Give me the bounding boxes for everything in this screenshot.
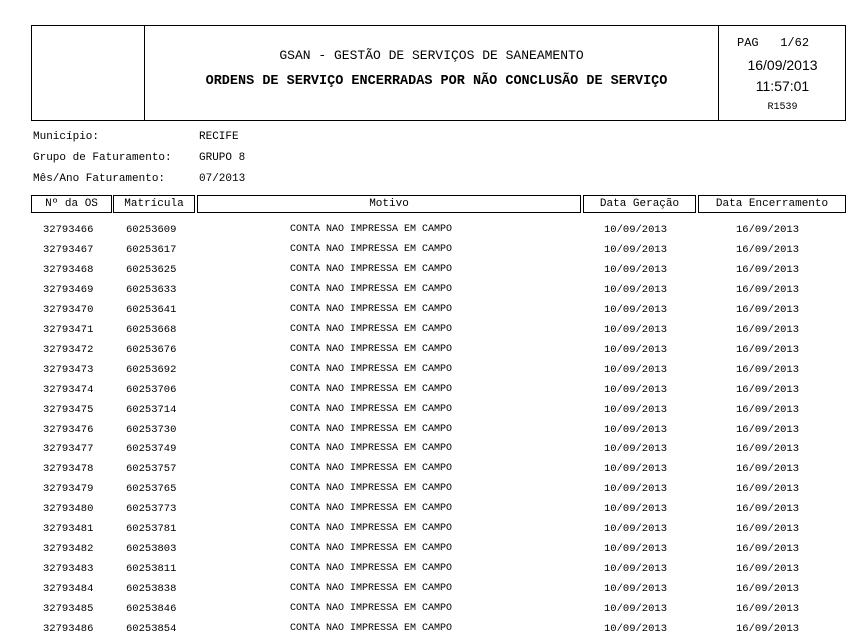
table-row [0, 499, 866, 519]
report-time: 11:57:01 [755, 78, 810, 94]
cell-motivo: CONTA NAO IMPRESSA EM CAMPO [290, 263, 453, 275]
table-row [0, 459, 866, 479]
cell-os-number: 32793474 [43, 383, 94, 396]
report-header [31, 25, 846, 121]
cell-os-number: 32793482 [43, 543, 94, 556]
cell-matricula: 60253803 [126, 543, 177, 556]
cell-matricula: 60253617 [126, 243, 177, 256]
cell-data-encerramento: 16/09/2013 [736, 283, 800, 296]
cell-data-geracao: 10/09/2013 [604, 283, 668, 296]
cell-data-encerramento: 16/09/2013 [736, 263, 800, 276]
cell-data-geracao: 10/09/2013 [604, 583, 668, 596]
cell-motivo: CONTA NAO IMPRESSA EM CAMPO [290, 323, 453, 335]
cell-matricula: 60253706 [126, 383, 177, 396]
cell-data-geracao: 10/09/2013 [604, 543, 668, 556]
cell-data-geracao: 10/09/2013 [604, 603, 668, 616]
cell-motivo: CONTA NAO IMPRESSA EM CAMPO [290, 443, 453, 455]
logo-cell [32, 26, 145, 120]
cell-data-geracao: 10/09/2013 [604, 483, 668, 496]
table-row [0, 320, 866, 340]
report-date: 16/09/2013 [747, 57, 818, 73]
cell-data-encerramento: 16/09/2013 [736, 563, 800, 576]
cell-data-encerramento: 16/09/2013 [736, 323, 800, 336]
table-row [0, 559, 866, 579]
cell-os-number: 32793468 [43, 263, 94, 276]
system-title: GSAN - GESTÃO DE SERVIÇOS DE SANEAMENTO [279, 48, 584, 63]
cell-data-geracao: 10/09/2013 [604, 563, 668, 576]
cell-data-encerramento: 16/09/2013 [736, 403, 800, 416]
cell-data-encerramento: 16/09/2013 [736, 463, 800, 476]
cell-os-number: 32793471 [43, 323, 94, 336]
cell-motivo: CONTA NAO IMPRESSA EM CAMPO [290, 303, 453, 315]
cell-data-geracao: 10/09/2013 [604, 383, 668, 396]
cell-os-number: 32793466 [43, 224, 94, 236]
report-title: ORDENS DE SERVIÇO ENCERRADAS POR NÃO CONCLUSÃO DE SERVIÇO [205, 74, 668, 89]
filter-value: GRUPO 8 [199, 152, 246, 164]
table-row [0, 420, 866, 440]
cell-data-encerramento: 16/09/2013 [736, 603, 800, 616]
filter-municipio [33, 131, 239, 143]
table-row [0, 380, 866, 400]
cell-motivo: CONTA NAO IMPRESSA EM CAMPO [290, 583, 453, 595]
cell-data-geracao: 10/09/2013 [604, 423, 668, 436]
cell-matricula: 60253730 [126, 423, 177, 436]
cell-data-encerramento: 16/09/2013 [736, 443, 800, 456]
cell-os-number: 32793477 [43, 443, 94, 456]
cell-data-geracao: 10/09/2013 [604, 443, 668, 456]
cell-data-encerramento: 16/09/2013 [736, 423, 800, 436]
table-row [0, 479, 866, 499]
cell-os-number: 32793475 [43, 403, 94, 416]
cell-data-encerramento: 16/09/2013 [736, 523, 800, 536]
cell-motivo: CONTA NAO IMPRESSA EM CAMPO [290, 503, 453, 515]
cell-data-encerramento: 16/09/2013 [736, 623, 800, 635]
cell-os-number: 32793467 [43, 243, 94, 256]
table-row [0, 260, 866, 280]
cell-data-encerramento: 16/09/2013 [736, 543, 800, 556]
cell-motivo: CONTA NAO IMPRESSA EM CAMPO [290, 603, 453, 615]
cell-matricula: 60253714 [126, 403, 177, 416]
cell-matricula: 60253625 [126, 263, 177, 276]
table-row [0, 619, 866, 639]
filter-grupo [33, 152, 245, 164]
cell-matricula: 60253773 [126, 503, 177, 516]
filter-label: Mês/Ano Faturamento: [33, 173, 166, 185]
cell-os-number: 32793486 [43, 623, 94, 635]
col-header-os: Nº da OS [31, 195, 112, 213]
cell-os-number: 32793476 [43, 423, 94, 436]
table-row [0, 240, 866, 260]
table-row [0, 300, 866, 320]
cell-matricula: 60253641 [126, 303, 177, 316]
cell-data-encerramento: 16/09/2013 [736, 224, 800, 236]
cell-os-number: 32793485 [43, 603, 94, 616]
cell-data-encerramento: 16/09/2013 [736, 343, 800, 356]
cell-matricula: 60253838 [126, 583, 177, 596]
cell-os-number: 32793483 [43, 563, 94, 576]
cell-matricula: 60253692 [126, 363, 177, 376]
table-row [0, 539, 866, 559]
table-row [0, 439, 866, 459]
cell-matricula: 60253854 [126, 623, 177, 635]
col-header-motivo: Motivo [197, 195, 581, 213]
cell-motivo: CONTA NAO IMPRESSA EM CAMPO [290, 463, 453, 475]
page-info-cell [718, 26, 846, 120]
page-value: 1/62 [780, 36, 810, 50]
cell-data-geracao: 10/09/2013 [604, 463, 668, 476]
cell-data-encerramento: 16/09/2013 [736, 583, 800, 596]
filter-value: RECIFE [199, 131, 239, 143]
cell-motivo: CONTA NAO IMPRESSA EM CAMPO [290, 423, 453, 435]
cell-matricula: 60253781 [126, 523, 177, 536]
table-row [0, 280, 866, 300]
cell-matricula: 60253765 [126, 483, 177, 496]
cell-data-geracao: 10/09/2013 [604, 363, 668, 376]
table-row [0, 579, 866, 599]
cell-matricula: 60253609 [126, 224, 177, 236]
page-label: PAG [737, 36, 759, 50]
cell-motivo: CONTA NAO IMPRESSA EM CAMPO [290, 403, 453, 415]
cell-matricula: 60253846 [126, 603, 177, 616]
cell-os-number: 32793472 [43, 343, 94, 356]
cell-os-number: 32793484 [43, 583, 94, 596]
cell-data-geracao: 10/09/2013 [604, 224, 668, 236]
cell-os-number: 32793480 [43, 503, 94, 516]
cell-data-encerramento: 16/09/2013 [736, 243, 800, 256]
cell-data-geracao: 10/09/2013 [604, 403, 668, 416]
cell-data-geracao: 10/09/2013 [604, 303, 668, 316]
filter-label: Grupo de Faturamento: [33, 152, 172, 164]
col-header-data-geracao: Data Geração [583, 195, 696, 213]
cell-motivo: CONTA NAO IMPRESSA EM CAMPO [290, 523, 453, 535]
table-row [0, 599, 866, 619]
cell-os-number: 32793469 [43, 283, 94, 296]
cell-motivo: CONTA NAO IMPRESSA EM CAMPO [290, 363, 453, 375]
cell-data-geracao: 10/09/2013 [604, 263, 668, 276]
cell-matricula: 60253668 [126, 323, 177, 336]
cell-data-geracao: 10/09/2013 [604, 243, 668, 256]
table-row [0, 519, 866, 539]
table-row [0, 220, 866, 240]
cell-data-geracao: 10/09/2013 [604, 343, 668, 356]
cell-motivo: CONTA NAO IMPRESSA EM CAMPO [290, 483, 453, 495]
table-row [0, 360, 866, 380]
cell-matricula: 60253749 [126, 443, 177, 456]
page-number [737, 36, 809, 50]
cell-os-number: 32793473 [43, 363, 94, 376]
cell-motivo: CONTA NAO IMPRESSA EM CAMPO [290, 243, 453, 255]
cell-motivo: CONTA NAO IMPRESSA EM CAMPO [290, 543, 453, 555]
cell-motivo: CONTA NAO IMPRESSA EM CAMPO [290, 623, 453, 634]
cell-data-geracao: 10/09/2013 [604, 523, 668, 536]
cell-matricula: 60253633 [126, 283, 177, 296]
cell-matricula: 60253757 [126, 463, 177, 476]
cell-os-number: 32793481 [43, 523, 94, 536]
cell-motivo: CONTA NAO IMPRESSA EM CAMPO [290, 343, 453, 355]
cell-motivo: CONTA NAO IMPRESSA EM CAMPO [290, 283, 453, 295]
cell-os-number: 32793470 [43, 303, 94, 316]
col-header-data-encerramento: Data Encerramento [698, 195, 846, 213]
cell-data-geracao: 10/09/2013 [604, 503, 668, 516]
cell-data-encerramento: 16/09/2013 [736, 483, 800, 496]
cell-motivo: CONTA NAO IMPRESSA EM CAMPO [290, 224, 453, 235]
filter-value: 07/2013 [199, 173, 246, 185]
filter-mes-ano [33, 173, 245, 185]
cell-matricula: 60253676 [126, 343, 177, 356]
table-row [0, 340, 866, 360]
cell-os-number: 32793478 [43, 463, 94, 476]
cell-data-geracao: 10/09/2013 [604, 623, 668, 635]
report-code: R1539 [767, 102, 798, 113]
cell-data-encerramento: 16/09/2013 [736, 303, 800, 316]
cell-data-encerramento: 16/09/2013 [736, 383, 800, 396]
col-header-matricula: Matrícula [113, 195, 195, 213]
cell-motivo: CONTA NAO IMPRESSA EM CAMPO [290, 563, 453, 575]
cell-matricula: 60253811 [126, 563, 177, 576]
cell-data-encerramento: 16/09/2013 [736, 503, 800, 516]
title-cell [145, 26, 718, 120]
cell-data-encerramento: 16/09/2013 [736, 363, 800, 376]
cell-data-geracao: 10/09/2013 [604, 323, 668, 336]
cell-os-number: 32793479 [43, 483, 94, 496]
cell-motivo: CONTA NAO IMPRESSA EM CAMPO [290, 383, 453, 395]
table-row [0, 400, 866, 420]
filter-label: Município: [33, 131, 100, 143]
